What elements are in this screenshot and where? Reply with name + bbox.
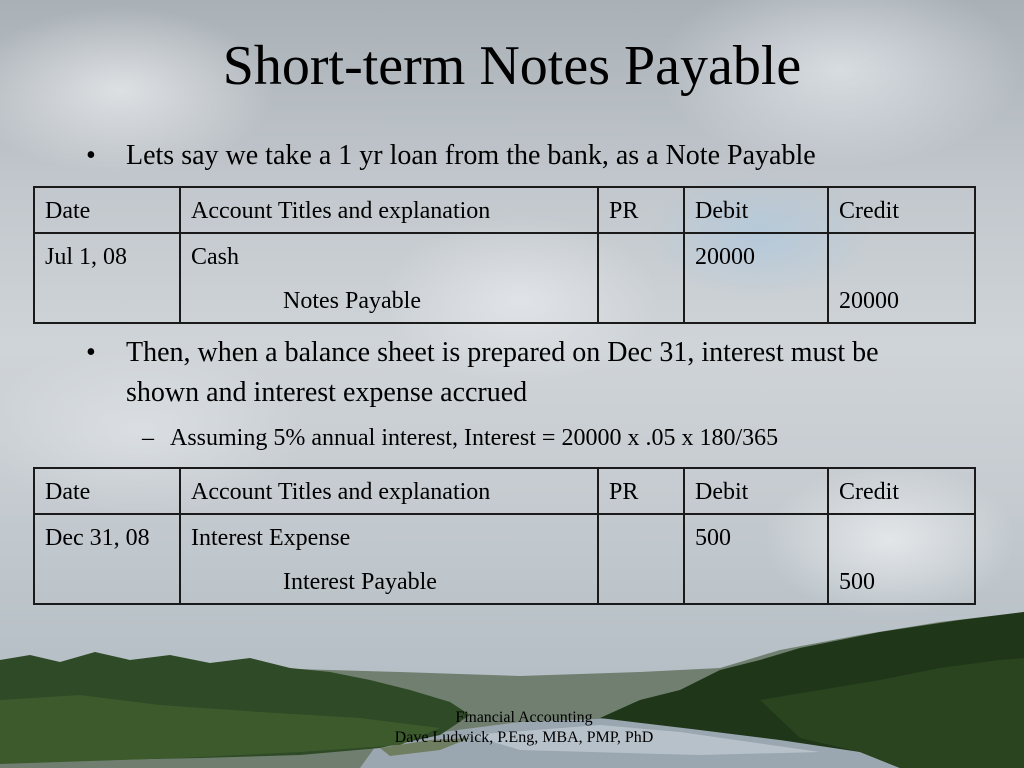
entry-date: Jul 1, 08 bbox=[34, 233, 180, 323]
column-header-date: Date bbox=[34, 468, 180, 514]
column-header-credit: Credit bbox=[828, 468, 975, 514]
sub-bullet-text: Assuming 5% annual interest, Interest = 20000 x .05 x 180/365 bbox=[170, 425, 779, 451]
column-header-debit: Debit bbox=[684, 468, 828, 514]
entry-accounts bbox=[180, 233, 598, 323]
column-header-debit: Debit bbox=[684, 187, 828, 233]
credit-account: Notes Payable bbox=[283, 288, 421, 314]
debit-account: Cash bbox=[191, 244, 239, 270]
slide-footer bbox=[0, 708, 1024, 748]
bullet-text: Lets say we take a 1 yr loan from the bank, as a Note Payable bbox=[126, 140, 816, 171]
credit-account: Interest Payable bbox=[283, 569, 437, 595]
sub-bullet-point bbox=[142, 423, 942, 453]
bullet-text: Then, when a balance sheet is prepared on Dec 31, interest must be shown and interest expense accrued bbox=[126, 337, 879, 408]
journal-entry-table-1 bbox=[33, 186, 976, 324]
journal-entry-table-2 bbox=[33, 467, 976, 605]
column-header-date: Date bbox=[34, 187, 180, 233]
dash-icon: – bbox=[142, 425, 154, 451]
debit-account: Interest Expense bbox=[191, 525, 351, 551]
column-header-pr: PR bbox=[598, 187, 684, 233]
column-header-account: Account Titles and explanation bbox=[180, 187, 598, 233]
entry-pr bbox=[598, 233, 684, 323]
column-header-account: Account Titles and explanation bbox=[180, 468, 598, 514]
footer-author: Dave Ludwick, P.Eng, MBA, PMP, PhD bbox=[394, 729, 654, 746]
table-row bbox=[34, 233, 975, 323]
column-header-pr: PR bbox=[598, 468, 684, 514]
bullet-point bbox=[86, 333, 956, 413]
bullet-point bbox=[86, 136, 986, 176]
bullet-icon: • bbox=[86, 337, 96, 368]
entry-credit: 500 bbox=[828, 514, 975, 604]
table-row bbox=[34, 514, 975, 604]
entry-date: Dec 31, 08 bbox=[34, 514, 180, 604]
entry-pr bbox=[598, 514, 684, 604]
entry-accounts bbox=[180, 514, 598, 604]
slide-title: Short-term Notes Payable bbox=[222, 35, 802, 97]
table-header-row bbox=[34, 468, 975, 514]
bullet-icon: • bbox=[86, 140, 96, 171]
table-header-row bbox=[34, 187, 975, 233]
footer-course: Financial Accounting bbox=[455, 709, 593, 726]
entry-credit: 20000 bbox=[828, 233, 975, 323]
entry-debit: 20000 bbox=[684, 233, 828, 323]
column-header-credit: Credit bbox=[828, 187, 975, 233]
entry-debit: 500 bbox=[684, 514, 828, 604]
